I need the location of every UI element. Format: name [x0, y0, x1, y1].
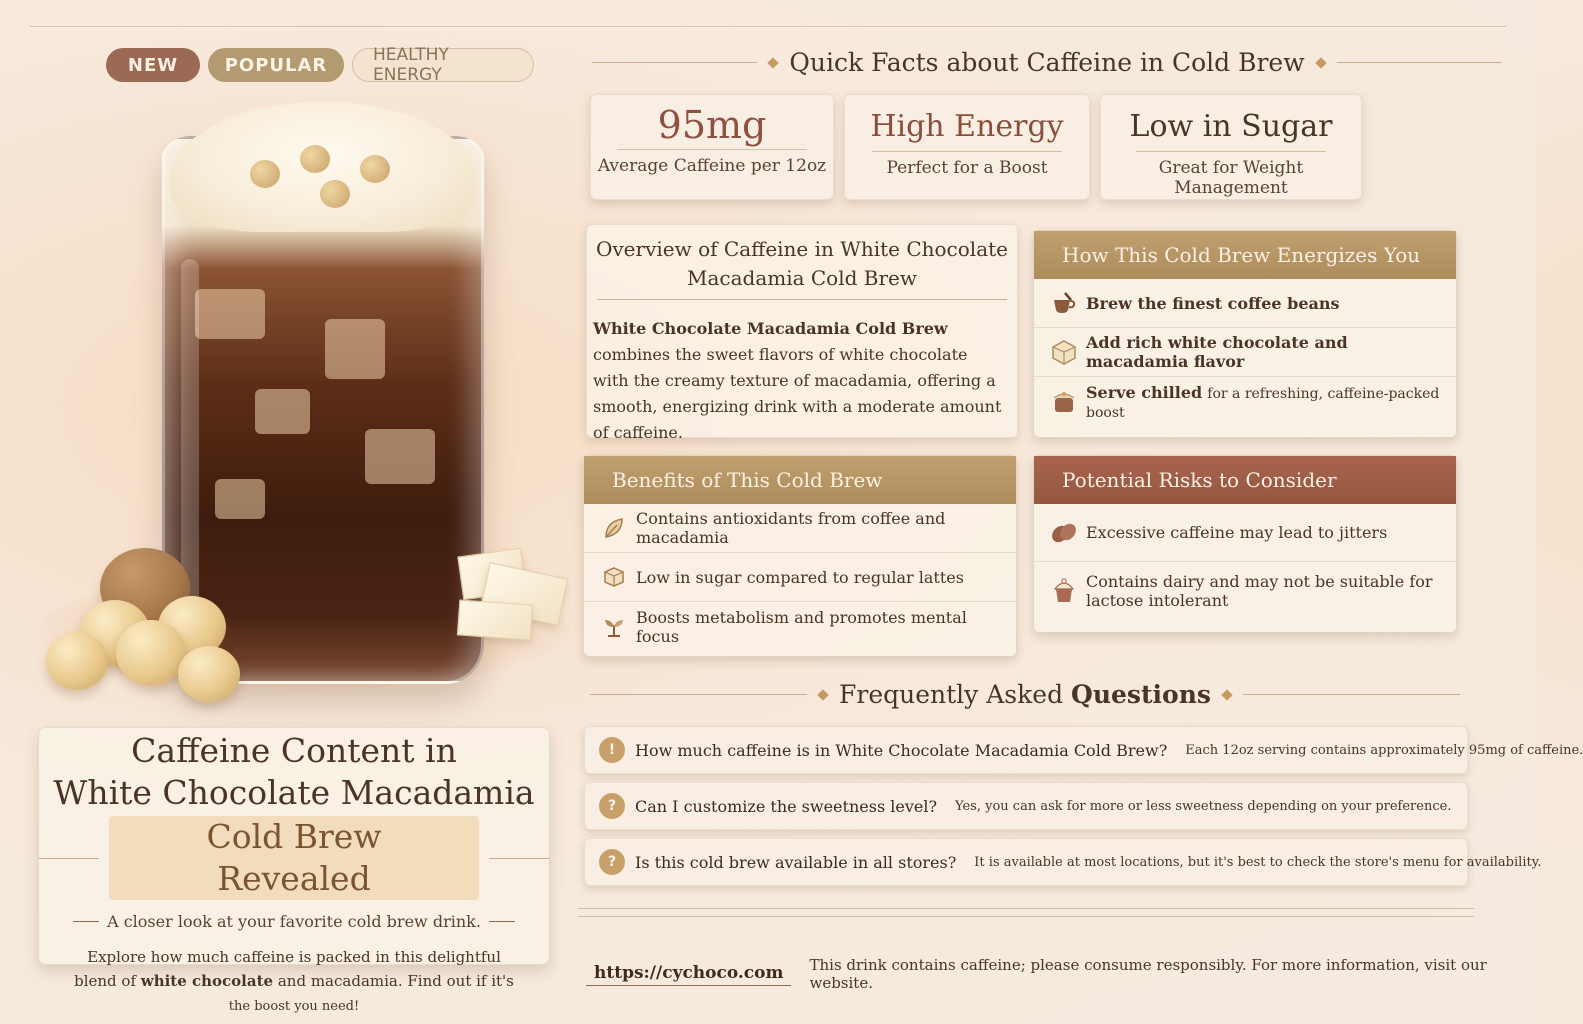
fact-rule	[872, 151, 1062, 152]
benefit-item	[584, 504, 1016, 553]
intro-text	[69, 945, 519, 1019]
page-title-line-1: Caffeine Content in	[131, 731, 457, 770]
subtitle-rule-left	[73, 921, 99, 922]
faq-item[interactable]	[584, 782, 1468, 830]
subtitle-row	[39, 912, 549, 931]
fact-value: High Energy	[870, 109, 1064, 144]
energize-item-bold: Serve chilled	[1086, 382, 1203, 402]
benefit-text: Low in sugar compared to regular lattes	[636, 567, 964, 587]
faq-title	[839, 680, 1211, 709]
fact-value: 95mg	[657, 103, 767, 147]
new-badge: NEW	[106, 48, 200, 82]
diamond-icon	[1315, 57, 1326, 68]
energize-item	[1034, 377, 1456, 426]
dairy-cup-icon	[1052, 579, 1076, 603]
faq-item[interactable]	[584, 838, 1542, 886]
subtitle: A closer look at your favorite cold brew drink.	[107, 912, 481, 931]
coffee-bean-icon	[1052, 521, 1076, 545]
benefits-panel	[583, 455, 1017, 657]
overview-bold: White Chocolate Macadamia Cold Brew	[593, 319, 948, 338]
white-chocolate-piece	[457, 599, 533, 640]
intro-mid: and macadamia. Find out if it's	[277, 972, 514, 990]
question-mark-icon: ?	[599, 849, 625, 875]
page-title-highlight-row	[39, 816, 549, 900]
popular-badge: POPULAR	[208, 48, 344, 82]
risks-heading: Potential Risks to Consider	[1034, 456, 1456, 504]
page-title-line-2: White Chocolate Macadamia	[53, 773, 535, 812]
fact-label: Average Caffeine per 12oz	[597, 156, 827, 176]
title-rule-left	[39, 858, 99, 859]
benefits-heading: Benefits of This Cold Brew	[584, 456, 1016, 504]
heading-line	[592, 62, 757, 63]
fact-value: Low in Sugar	[1129, 109, 1333, 144]
exclamation-icon: !	[599, 737, 625, 763]
faq-answer: It is available at most locations, but it's best to check the store's menu for availability.	[974, 854, 1542, 870]
intro-bold: white chocolate	[140, 972, 274, 990]
drink-illustration	[20, 100, 580, 720]
energize-item	[1034, 279, 1456, 328]
intro-pre: Explore how much caffeine is packed in this delightful blend of	[74, 948, 501, 990]
leaf-icon	[602, 516, 626, 540]
macadamia-topping	[360, 155, 390, 183]
energize-item-rest: for a refreshing, caffeine-packed boost	[1086, 385, 1440, 421]
ice-cube	[365, 429, 435, 484]
faq-item[interactable]	[584, 726, 1583, 774]
benefit-text: Contains antioxidants from coffee and macadamia	[636, 509, 946, 547]
macadamia-nut	[46, 632, 108, 690]
faq-title-bold: Questions	[1071, 680, 1211, 709]
title-card	[38, 727, 550, 1014]
badge-row	[106, 45, 534, 85]
faq-answer: Yes, you can ask for more or less sweetness depending on your preference.	[955, 798, 1452, 814]
page-title-line-3: Cold Brew Revealed	[109, 816, 479, 900]
overview-body: combines the sweet flavors of white chocolate with the creamy texture of macadamia, offering a smooth, energizing drink with a moderate amount of caffeine.	[593, 345, 1002, 442]
quick-facts-title: Quick Facts about Caffeine in Cold Brew	[789, 48, 1305, 77]
heading-line	[1243, 694, 1460, 695]
risk-item	[1034, 504, 1456, 562]
diamond-icon	[1221, 689, 1232, 700]
heading-line	[590, 694, 807, 695]
ice-cube	[195, 289, 265, 339]
overview-heading: Overview of Caffeine in White Chocolate Macadamia Cold Brew	[595, 237, 1008, 290]
glass-shine	[181, 259, 199, 619]
macadamia-nut	[178, 646, 240, 702]
fact-rule	[1136, 151, 1326, 152]
overview-rule	[597, 299, 1007, 300]
macadamia-topping	[300, 145, 330, 173]
faq-question: Is this cold brew available in all stores?	[635, 852, 957, 872]
macadamia-topping	[250, 160, 280, 188]
overview-text	[593, 316, 1007, 446]
fact-card-energy	[844, 94, 1090, 200]
energize-panel	[1033, 230, 1457, 438]
title-rule-right	[489, 858, 549, 859]
iced-cup-icon	[1052, 390, 1076, 414]
faq-heading	[590, 680, 1460, 709]
fact-label: Perfect for a Boost	[886, 158, 1048, 178]
quick-facts-heading	[592, 48, 1502, 77]
energize-heading: How This Cold Brew Energizes You	[1034, 231, 1456, 279]
diamond-icon	[768, 57, 779, 68]
intro-small: the boost you need!	[228, 999, 360, 1014]
risk-text: Excessive caffeine may lead to jitters	[1086, 523, 1388, 542]
ice-cube	[255, 389, 310, 434]
energize-item-bold: Add rich white chocolate and macadamia flavor	[1086, 333, 1348, 371]
macadamia-topping	[320, 180, 350, 208]
ice-cube	[215, 479, 265, 519]
coffee-cup-icon	[1052, 291, 1076, 315]
top-divider	[30, 26, 1506, 27]
benefit-item	[584, 553, 1016, 602]
faq-title-pre: Frequently Asked	[839, 680, 1064, 709]
subtitle-rule-right	[489, 921, 515, 922]
risk-item	[1034, 562, 1456, 620]
ice-cube	[325, 319, 385, 379]
fact-card-sugar	[1100, 94, 1362, 200]
energize-item	[1034, 328, 1456, 377]
benefit-text: Boosts metabolism and promotes mental focus	[636, 607, 967, 646]
footer-divider	[578, 916, 1474, 917]
faq-question: How much caffeine is in White Chocolate Macadamia Cold Brew?	[635, 740, 1168, 760]
fact-rule	[617, 149, 807, 150]
website-link[interactable]: https://cychoco.com	[586, 963, 791, 986]
macadamia-nut	[116, 620, 186, 686]
footer-note: This drink contains caffeine; please consume responsibly. For more information, visit our website.	[809, 956, 1487, 992]
healthy-energy-badge: HEALTHY ENERGY	[352, 48, 534, 82]
benefit-item	[584, 602, 1016, 651]
faq-question: Can I customize the sweetness level?	[635, 796, 938, 816]
risk-text: Contains dairy and may not be suitable for lactose intolerant	[1086, 572, 1433, 610]
faq-answer: Each 12oz serving contains approximately 95mg of caffeine.	[1185, 742, 1583, 758]
energize-item-text	[1086, 383, 1446, 421]
fact-label: Great for Weight Management	[1158, 158, 1304, 198]
energize-item-bold: Brew the finest coffee beans	[1086, 293, 1340, 313]
sugar-cube-icon	[602, 565, 626, 589]
diamond-icon	[817, 689, 828, 700]
chocolate-cube-icon	[1052, 340, 1076, 364]
heading-line	[1337, 62, 1502, 63]
footer	[586, 956, 1536, 992]
sprout-icon	[602, 615, 626, 639]
footer-divider	[578, 908, 1474, 909]
fact-card-caffeine	[590, 94, 834, 200]
question-mark-icon: ?	[599, 793, 625, 819]
risks-panel	[1033, 455, 1457, 633]
overview-card	[586, 224, 1018, 442]
